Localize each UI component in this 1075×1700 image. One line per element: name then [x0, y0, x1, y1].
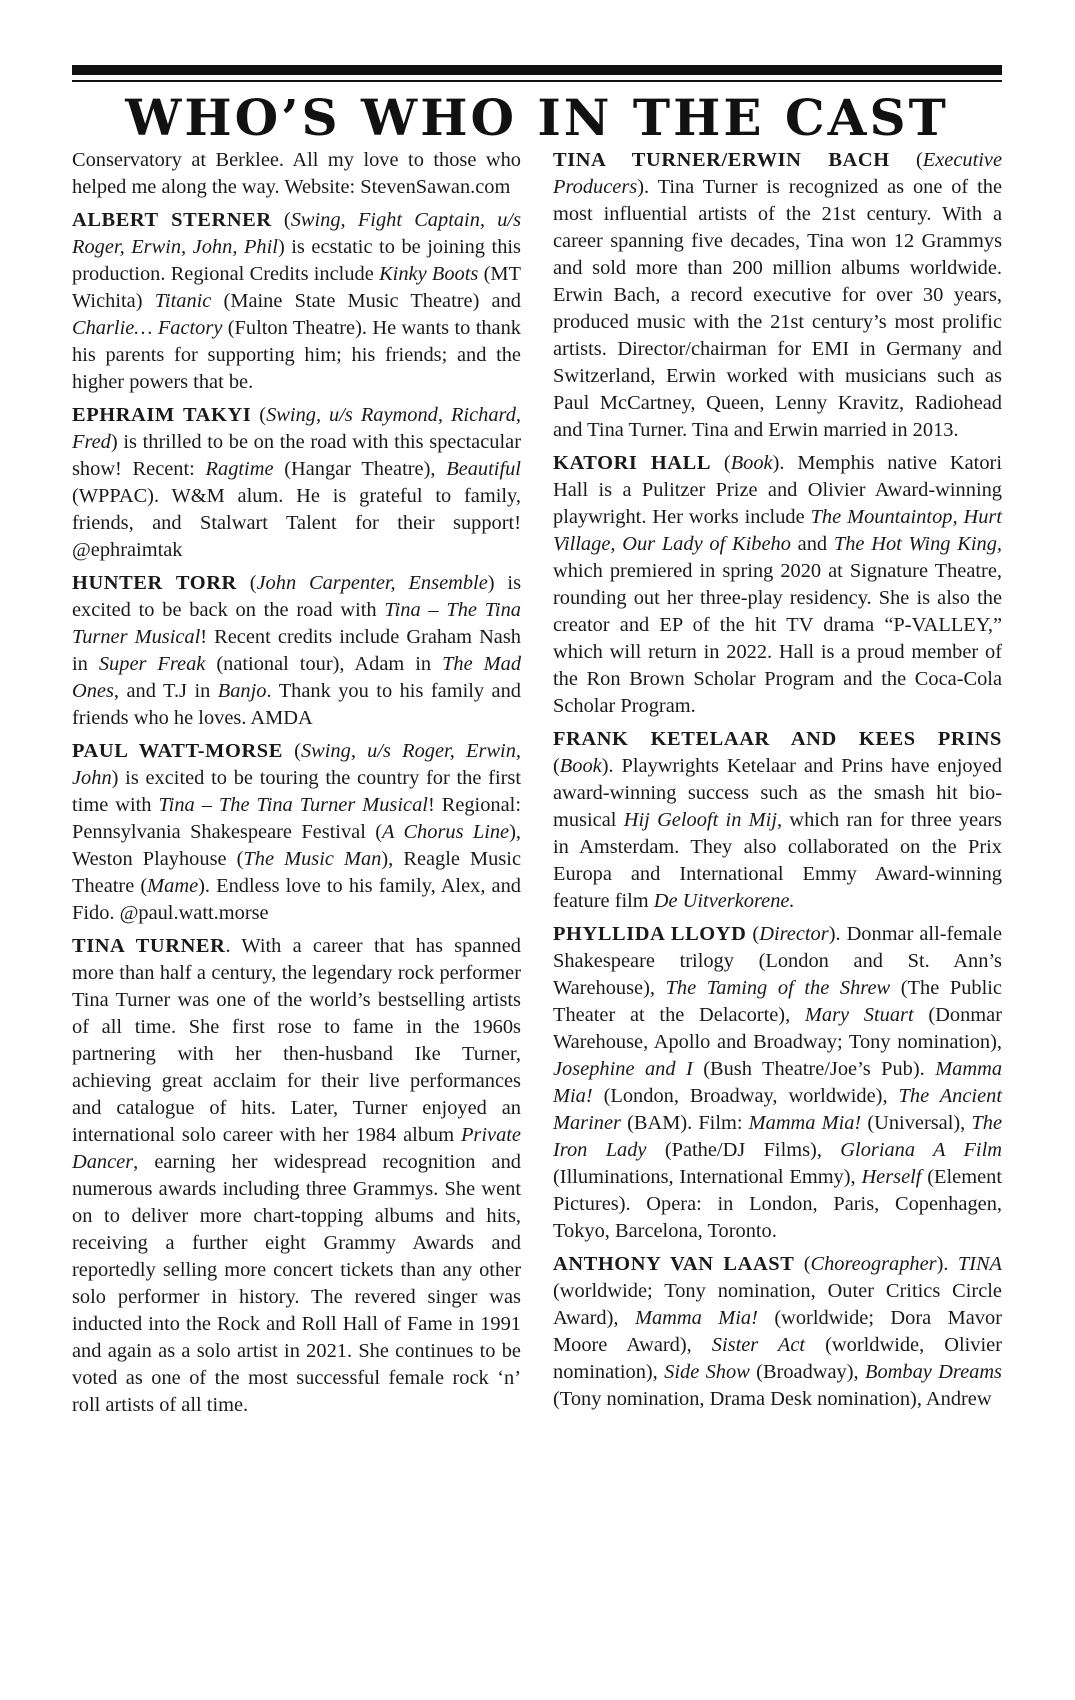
bio-anthony-van-laast: ANTHONY VAN LAAST (Choreographer). TINA (worldwide; Tony nomination, Outer Critics Circle Award), Mamma Mia! (worldwide; Dora Mavor Moore Award), Sister Act (worldwide, Olivier nomination), Side Show (Broadway), Bombay Dreams (Tony nomination, Drama Desk nomination), Andrew: [553, 1253, 1002, 1410]
bio-name: PAUL WATT-MORSE: [72, 740, 283, 762]
bio-role: Book: [730, 452, 773, 474]
bio-ketelaar-prins: FRANK KETELAAR AND KEES PRINS (Book). Playwrights Ketelaar and Prins have enjoyed award-winning success such as the smash hit bio-musical Hij Gelooft in Mij, which ran for three years in Amsterdam. They also collaborated on the Prix Europa and International Emmy Award-winning feature film De Uitverkorene.: [553, 728, 1002, 912]
bio-name: EPHRAIM TAKYI: [72, 404, 252, 426]
header-rule-thick: [72, 65, 1002, 75]
bio-name: FRANK KETELAAR AND KEES PRINS: [553, 728, 1002, 750]
bio-katori-hall: KATORI HALL (Book). Memphis native Katori Hall is a Pulitzer Prize and Olivier Award-winning playwright. Her works include The Mountaintop, Hurt Village, Our Lady of Kibeho and The Hot Wing King, which premiered in spring 2020 at Signature Theatre, rounding out her three-play residency. She is also the creator and EP of the hit TV drama “P-VALLEY,” which will return in 2022. Hall is a proud member of the Ron Brown Scholar Program and the Coca-Cola Scholar Program.: [553, 452, 1003, 717]
bio-name: TINA TURNER/ERWIN BACH: [553, 149, 890, 171]
bio-phyllida-lloyd: PHYLLIDA LLOYD (Director). Donmar all-female Shakespeare trilogy (London and St. Ann’s Warehouse), The Taming of the Shrew (The Public Theater at the Delacorte), Mary Stuart (Donmar Warehouse, Apollo and Broadway; Tony nomination), Josephine and I (Bush Theatre/Joe’s Pub). Mamma Mia! (London, Broadway, worldwide), The Ancient Mariner (BAM). Film: Mamma Mia! (Universal), The Iron Lady (Pathe/DJ Films), Gloriana A Film (Illuminations, International Emmy), Herself (Element Pictures). Opera: in London, Paris, Copenhagen, Tokyo, Barcelona, Toronto.: [553, 923, 1003, 1242]
bio-role: Director: [759, 923, 829, 945]
bio-name: KATORI HALL: [553, 452, 712, 474]
header-rule-thin: [72, 80, 1002, 82]
bio-ephraim-takyi: EPHRAIM TAKYI (Swing, u/s Raymond, Richard, Fred) is thrilled to be on the road with this spectacular show! Recent: Ragtime (Hangar Theatre), Beautiful (WPPAC). W&M alum. He is grateful to family, friends, and Stalwart Talent for their support! @ephraimtak: [72, 404, 521, 561]
bio-role: Book: [559, 755, 602, 777]
bio-name: ANTHONY VAN LAAST: [553, 1253, 795, 1275]
bio-name: TINA TURNER: [72, 935, 226, 957]
bio-hunter-torr: HUNTER TORR (John Carpenter, Ensemble) is excited to be back on the road with Tina – The Tina Turner Musical! Recent credits include Graham Nash in Super Freak (national tour), Adam in The Mad Ones, and T.J in Banjo. Thank you to his family and friends who he loves. AMDA: [72, 572, 522, 729]
bio-role: Swing, u/s Raymond, Richard, Fred: [72, 404, 521, 453]
bio-role: Executive Producers: [553, 149, 1002, 198]
bio-role: Swing, u/s Roger, Erwin, John: [72, 740, 521, 789]
bio-name: ALBERT STERNER: [72, 209, 272, 231]
bio-paul-watt-morse: PAUL WATT-MORSE (Swing, u/s Roger, Erwin, John) is excited to be touring the country for the first time with Tina – The Tina Turner Musical! Regional: Pennsylvania Shakespeare Festival (A Chorus Line), Weston Playhouse (The Music Man), Reagle Music Theatre (Mame). Endless love to his family, Alex, and Fido. @paul.watt.morse: [72, 740, 521, 924]
bio-name: HUNTER TORR: [72, 572, 237, 594]
bio-role: Swing, Fight Captain, u/s Roger, Erwin, John, Phil: [72, 209, 522, 258]
bio-name: PHYLLIDA LLOYD: [553, 923, 747, 945]
bio-continuation: Conservatory at Berklee. All my love to those who helped me along the way. Website: StevenSawan.com: [72, 149, 521, 198]
page-title: WHO’S WHO IN THE CAST: [125, 88, 949, 147]
bio-role: Choreographer: [810, 1253, 937, 1275]
bio-role: John Carpenter, Ensemble: [256, 572, 488, 594]
left-column: [72, 147, 521, 1425]
right-column: [553, 147, 1002, 1419]
bio-albert-sterner: ALBERT STERNER (Swing, Fight Captain, u/s Roger, Erwin, John, Phil) is ecstatic to be joining this production. Regional Credits include Kinky Boots (MT Wichita) Titanic (Maine State Music Theatre) and Charlie… Factory (Fulton Theatre). He wants to thank his parents for supporting him; his friends; and the higher powers that be.: [72, 209, 522, 393]
bio-tina-turner: TINA TURNER. With a career that has spanned more than half a century, the legendary rock performer Tina Turner was one of the world’s bestselling artists of all time. She first rose to fame in the 1960s partnering with her then-husband Ike Turner, achieving great acclaim for their live performances and catalogue of hits. Later, Turner enjoyed an international solo career with her 1984 album Private Dancer, earning her widespread recognition and numerous awards including three Grammys. She went on to deliver more chart-topping albums and hits, receiving a further eight Grammy Awards and reportedly selling more concert tickets than any other solo performer in history. The revered singer was inducted into the Rock and Roll Hall of Fame in 1991 and again as a solo artist in 2021. She continues to be voted as one of the most successful female rock ‘n’ roll artists of all time.: [72, 935, 521, 1416]
bio-turner-bach: TINA TURNER/ERWIN BACH (Executive Producers). Tina Turner is recognized as one of the most influential artists of the 21st century. With a career spanning five decades, Tina won 12 Grammys and sold more than 200 million albums worldwide. Erwin Bach, a record executive for over 30 years, produced music with the 21st century’s most prolific artists. Director/chairman for EMI in Germany and Switzerland, Erwin worked with musicians such as Paul McCartney, Queen, Lenny Kravitz, Radiohead and Tina Turner. Tina and Erwin married in 2013.: [553, 149, 1002, 441]
